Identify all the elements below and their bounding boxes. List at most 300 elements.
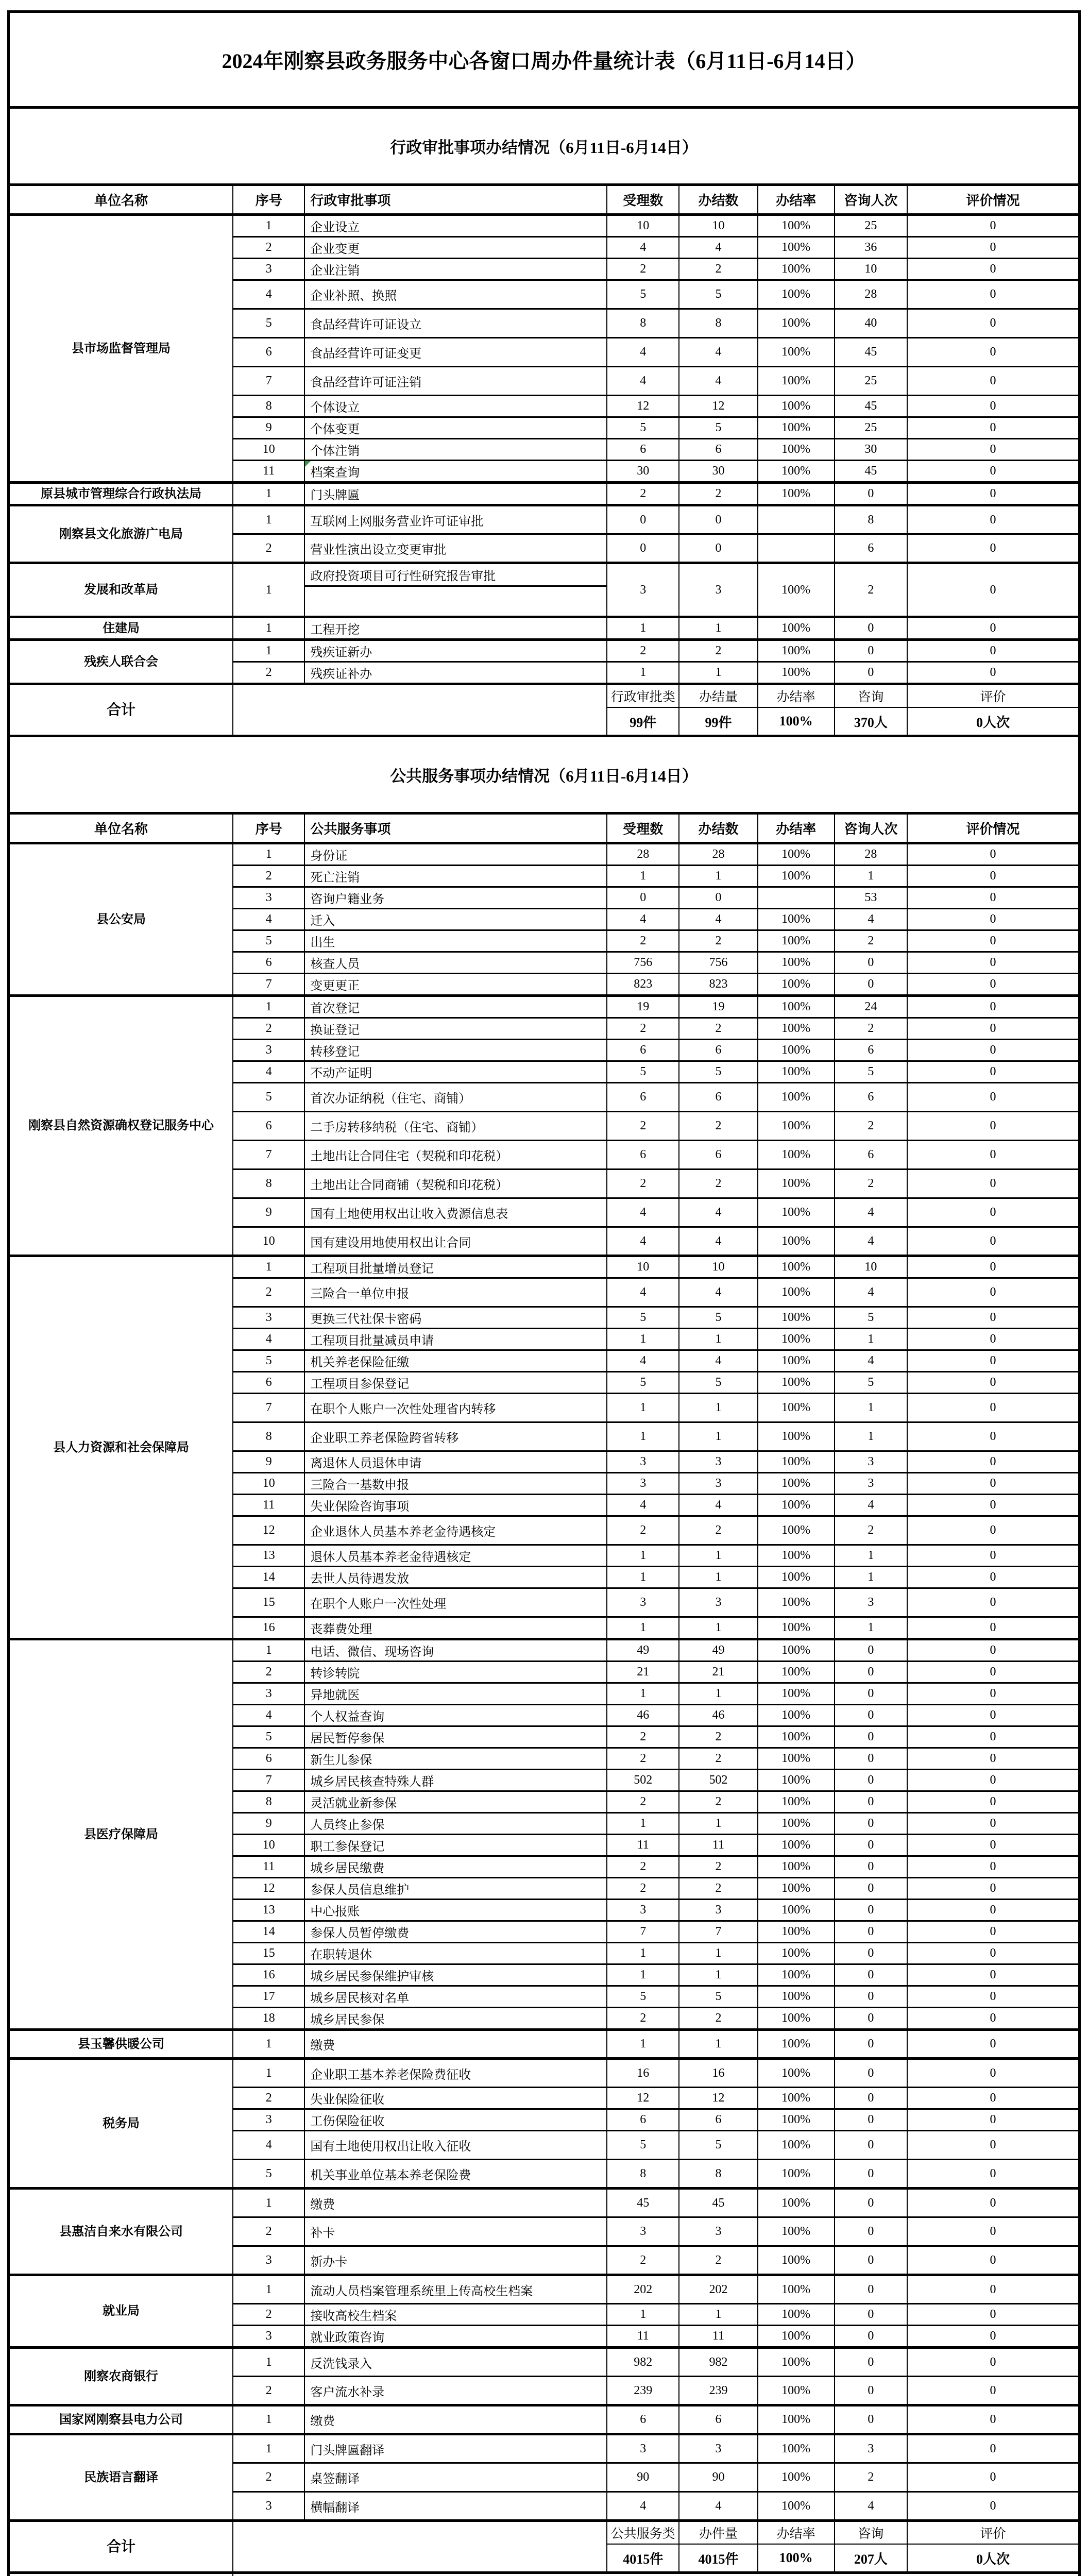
row-no: 11 bbox=[233, 461, 304, 483]
value-eval: 0 bbox=[907, 640, 1080, 662]
value-accepted: 239 bbox=[607, 2377, 679, 2405]
value-eval: 0 bbox=[907, 974, 1080, 996]
value-consult: 3 bbox=[835, 1588, 907, 1617]
row-no: 1 bbox=[233, 563, 304, 617]
item-name: 职工参保登记 bbox=[304, 1835, 607, 1856]
value-rate: 100% bbox=[758, 1307, 835, 1329]
item-name: 机关养老保险征缴 bbox=[304, 1350, 607, 1372]
item-name: 更换三代社保卡密码 bbox=[304, 1307, 607, 1329]
row-no: 13 bbox=[233, 1900, 304, 1921]
value-completed: 1 bbox=[679, 1813, 757, 1835]
value-accepted: 2 bbox=[607, 2008, 679, 2030]
grand-total-text bbox=[233, 2573, 1079, 2576]
table-row bbox=[9, 1639, 1080, 1662]
value-rate: 100% bbox=[758, 2217, 835, 2246]
row-no: 2 bbox=[233, 1278, 304, 1307]
row-no: 1 bbox=[233, 2059, 304, 2088]
item-empty-subcell bbox=[305, 587, 606, 616]
row-no: 4 bbox=[233, 280, 304, 309]
value-accepted: 2 bbox=[607, 1018, 679, 1040]
value-consult: 6 bbox=[835, 1141, 907, 1170]
value-accepted: 1 bbox=[607, 1545, 679, 1567]
value-rate: 100% bbox=[758, 1617, 835, 1639]
row-no: 7 bbox=[233, 974, 304, 996]
unit-name: 发展和改革局 bbox=[9, 563, 233, 617]
value-completed: 2 bbox=[679, 483, 757, 505]
value-rate: 100% bbox=[758, 2463, 835, 2492]
table-row bbox=[9, 640, 1080, 662]
value-consult: 4 bbox=[835, 1198, 907, 1227]
value-rate: 100% bbox=[758, 280, 835, 309]
value-accepted: 1 bbox=[607, 1943, 679, 1964]
item-name: 灵活就业新参保 bbox=[304, 1791, 607, 1813]
row-no: 14 bbox=[233, 1567, 304, 1588]
item-name: 土地出让合同住宅（契税和印花税） bbox=[304, 1141, 607, 1170]
unit-name: 县市场监督管理局 bbox=[9, 215, 233, 483]
value-consult: 2 bbox=[835, 1112, 907, 1141]
value-rate: 100% bbox=[758, 2377, 835, 2405]
row-no: 6 bbox=[233, 338, 304, 367]
value-rate: 100% bbox=[758, 1835, 835, 1856]
value-completed: 10 bbox=[679, 215, 757, 237]
item-name: 国有土地使用权出让收入征收 bbox=[304, 2131, 607, 2160]
row-no: 6 bbox=[233, 1372, 304, 1394]
item-name-top: 政府投资项目可行性研究报告审批 bbox=[305, 564, 606, 587]
value-rate: 100% bbox=[758, 563, 835, 617]
value-completed: 1 bbox=[679, 1964, 757, 1986]
item-name: 残疾证补办 bbox=[304, 662, 607, 684]
value-accepted: 5 bbox=[607, 2131, 679, 2160]
value-rate: 100% bbox=[758, 1112, 835, 1141]
row-no: 11 bbox=[233, 1495, 304, 1516]
value-eval: 0 bbox=[907, 2377, 1080, 2405]
value-eval: 0 bbox=[907, 1083, 1080, 1112]
value-accepted: 10 bbox=[607, 1256, 679, 1278]
value-rate: 100% bbox=[758, 1256, 835, 1278]
value-completed: 21 bbox=[679, 1662, 757, 1683]
row-no: 1 bbox=[233, 1639, 304, 1662]
value-consult: 10 bbox=[835, 1256, 907, 1278]
unit-name: 原县城市管理综合行政执法局 bbox=[9, 483, 233, 505]
table-row bbox=[9, 2275, 1080, 2304]
value-completed: 3 bbox=[679, 1900, 757, 1921]
column-header: 行政审批事项 bbox=[304, 185, 607, 215]
table-row bbox=[9, 563, 1080, 617]
value-completed: 5 bbox=[679, 417, 757, 439]
item-name: 工程项目参保登记 bbox=[304, 1372, 607, 1394]
value-consult: 0 bbox=[835, 2160, 907, 2189]
value-rate: 100% bbox=[758, 1856, 835, 1878]
value-accepted: 5 bbox=[607, 1372, 679, 1394]
item-name: 三险合一基数申报 bbox=[304, 1473, 607, 1495]
section-heading-row bbox=[9, 736, 1080, 814]
value-consult: 0 bbox=[835, 1662, 907, 1683]
total-column-value: 0人次 bbox=[908, 708, 1078, 735]
value-completed: 6 bbox=[679, 1040, 757, 1061]
value-consult: 4 bbox=[835, 1227, 907, 1256]
value-rate: 100% bbox=[758, 2246, 835, 2275]
item-name: 补卡 bbox=[304, 2217, 607, 2246]
value-rate: 100% bbox=[758, 1683, 835, 1705]
row-no: 10 bbox=[233, 1473, 304, 1495]
row-no: 3 bbox=[233, 1683, 304, 1705]
value-eval: 0 bbox=[907, 930, 1080, 952]
item-name: 转诊转院 bbox=[304, 1662, 607, 1683]
value-accepted: 6 bbox=[607, 2405, 679, 2434]
value-rate: 100% bbox=[758, 2109, 835, 2131]
value-accepted: 2 bbox=[607, 259, 679, 280]
value-consult: 0 bbox=[835, 2348, 907, 2377]
value-completed: 6 bbox=[679, 1141, 757, 1170]
total-column bbox=[835, 2521, 907, 2573]
item-name: 退休人员基本养老金待遇核定 bbox=[304, 1545, 607, 1567]
value-eval: 0 bbox=[907, 996, 1080, 1018]
column-header: 评价情况 bbox=[907, 814, 1080, 843]
value-consult: 0 bbox=[835, 640, 907, 662]
unit-name: 刚察农商银行 bbox=[9, 2348, 233, 2405]
value-accepted: 1 bbox=[607, 2304, 679, 2326]
row-no: 15 bbox=[233, 1943, 304, 1964]
value-rate: 100% bbox=[758, 1422, 835, 1451]
item-name: 客户流水补录 bbox=[304, 2377, 607, 2405]
value-consult: 0 bbox=[835, 2189, 907, 2217]
row-no: 2 bbox=[233, 237, 304, 259]
column-header: 受理数 bbox=[607, 814, 679, 843]
value-rate: 100% bbox=[758, 1878, 835, 1900]
value-accepted: 5 bbox=[607, 1061, 679, 1083]
value-completed: 16 bbox=[679, 2059, 757, 2088]
column-header: 单位名称 bbox=[9, 185, 233, 215]
value-rate: 100% bbox=[758, 1726, 835, 1748]
table-row bbox=[9, 2030, 1080, 2059]
item-name: 失业保险咨询事项 bbox=[304, 1495, 607, 1516]
column-header: 受理数 bbox=[607, 185, 679, 215]
item-name: 参保人员信息维护 bbox=[304, 1878, 607, 1900]
row-no: 1 bbox=[233, 1256, 304, 1278]
value-accepted: 3 bbox=[607, 2434, 679, 2463]
row-no: 17 bbox=[233, 1986, 304, 2008]
value-eval: 0 bbox=[907, 1588, 1080, 1617]
value-completed: 1 bbox=[679, 1329, 757, 1350]
total-column-value: 99件 bbox=[679, 708, 757, 735]
item-name: 在职个人账户一次性处理 bbox=[304, 1588, 607, 1617]
value-rate: 100% bbox=[758, 1748, 835, 1770]
item-name: 不动产证明 bbox=[304, 1061, 607, 1083]
value-completed: 4 bbox=[679, 909, 757, 930]
column-header: 公共服务事项 bbox=[304, 814, 607, 843]
value-accepted: 1 bbox=[607, 1394, 679, 1422]
value-consult: 0 bbox=[835, 2008, 907, 2030]
value-rate: 100% bbox=[758, 2492, 835, 2521]
item-name: 个人权益查询 bbox=[304, 1705, 607, 1726]
total-column-value: 0人次 bbox=[908, 2545, 1078, 2571]
row-no: 16 bbox=[233, 1617, 304, 1639]
value-rate: 100% bbox=[758, 843, 835, 866]
item-name: 在职个人账户一次性处理省内转移 bbox=[304, 1394, 607, 1422]
value-accepted: 0 bbox=[607, 505, 679, 534]
column-header-row bbox=[9, 185, 1080, 215]
value-rate: 100% bbox=[758, 367, 835, 396]
value-rate: 100% bbox=[758, 2405, 835, 2434]
value-eval: 0 bbox=[907, 439, 1080, 461]
value-completed: 4 bbox=[679, 1198, 757, 1227]
item-name: 首次登记 bbox=[304, 996, 607, 1018]
value-consult: 0 bbox=[835, 1900, 907, 1921]
value-accepted: 2 bbox=[607, 1516, 679, 1545]
value-rate: 100% bbox=[758, 2304, 835, 2326]
total-column-header: 办件量 bbox=[679, 2522, 757, 2545]
value-rate: 100% bbox=[758, 2059, 835, 2088]
value-accepted: 2 bbox=[607, 2246, 679, 2275]
table-title-row bbox=[9, 12, 1080, 108]
item-name: 缴费 bbox=[304, 2189, 607, 2217]
value-accepted: 4 bbox=[607, 1198, 679, 1227]
item-name: 城乡居民缴费 bbox=[304, 1856, 607, 1878]
value-consult: 28 bbox=[835, 280, 907, 309]
value-rate: 100% bbox=[758, 617, 835, 640]
table-row bbox=[9, 2348, 1080, 2377]
value-consult: 0 bbox=[835, 662, 907, 684]
value-eval: 0 bbox=[907, 1791, 1080, 1813]
total-column-header: 行政审批类 bbox=[607, 685, 678, 708]
column-header: 序号 bbox=[233, 814, 304, 843]
value-completed: 11 bbox=[679, 1835, 757, 1856]
value-rate: 100% bbox=[758, 2160, 835, 2189]
value-accepted: 2 bbox=[607, 1878, 679, 1900]
value-eval: 0 bbox=[907, 2088, 1080, 2109]
item-name: 工程开挖 bbox=[304, 617, 607, 640]
item-name: 互联网上网服务营业许可证审批 bbox=[304, 505, 607, 534]
total-column-header: 办结率 bbox=[758, 685, 834, 708]
row-no: 7 bbox=[233, 1770, 304, 1791]
value-consult: 3 bbox=[835, 1451, 907, 1473]
value-completed: 2 bbox=[679, 1791, 757, 1813]
row-no: 5 bbox=[233, 1350, 304, 1372]
value-eval: 0 bbox=[907, 483, 1080, 505]
row-no: 10 bbox=[233, 1227, 304, 1256]
value-completed: 2 bbox=[679, 1018, 757, 1040]
value-eval: 0 bbox=[907, 1705, 1080, 1726]
value-rate: 100% bbox=[758, 1141, 835, 1170]
column-header: 咨询人次 bbox=[835, 814, 907, 843]
value-rate: 100% bbox=[758, 1451, 835, 1473]
value-accepted: 2 bbox=[607, 1856, 679, 1878]
value-consult: 0 bbox=[835, 1856, 907, 1878]
value-eval: 0 bbox=[907, 952, 1080, 974]
value-accepted: 4 bbox=[607, 237, 679, 259]
value-rate bbox=[758, 505, 835, 534]
item-name: 参保人员暂停缴费 bbox=[304, 1921, 607, 1943]
total-column-header: 评价 bbox=[908, 685, 1078, 708]
value-rate: 100% bbox=[758, 952, 835, 974]
table-row bbox=[9, 483, 1080, 505]
table-row bbox=[9, 996, 1080, 1018]
value-rate: 100% bbox=[758, 461, 835, 483]
value-completed: 3 bbox=[679, 1451, 757, 1473]
value-rate: 100% bbox=[758, 1567, 835, 1588]
value-consult: 0 bbox=[835, 2377, 907, 2405]
value-rate: 100% bbox=[758, 866, 835, 887]
value-completed: 5 bbox=[679, 1307, 757, 1329]
total-column-value: 4015件 bbox=[607, 2545, 678, 2571]
value-consult: 2 bbox=[835, 2463, 907, 2492]
value-accepted: 202 bbox=[607, 2275, 679, 2304]
value-rate bbox=[758, 534, 835, 563]
row-no: 9 bbox=[233, 1451, 304, 1473]
value-consult: 0 bbox=[835, 2131, 907, 2160]
value-consult: 45 bbox=[835, 396, 907, 417]
row-no: 5 bbox=[233, 1083, 304, 1112]
unit-name: 就业局 bbox=[9, 2275, 233, 2348]
value-consult: 0 bbox=[835, 1878, 907, 1900]
table-row bbox=[9, 843, 1080, 866]
item-name: 咨询户籍业务 bbox=[304, 887, 607, 909]
item-name: 身份证 bbox=[304, 843, 607, 866]
value-consult: 2 bbox=[835, 1170, 907, 1198]
value-consult: 0 bbox=[835, 2088, 907, 2109]
item-name: 人员终止参保 bbox=[304, 1813, 607, 1835]
value-consult: 0 bbox=[835, 1835, 907, 1856]
value-accepted: 1 bbox=[607, 1329, 679, 1350]
value-rate: 100% bbox=[758, 309, 835, 338]
value-accepted: 5 bbox=[607, 417, 679, 439]
row-no: 1 bbox=[233, 2405, 304, 2434]
value-accepted: 2 bbox=[607, 1170, 679, 1198]
value-accepted: 1 bbox=[607, 662, 679, 684]
value-eval: 0 bbox=[907, 866, 1080, 887]
section-heading: 行政审批事项办结情况（6月11日-6月14日） bbox=[9, 108, 1080, 185]
value-completed: 239 bbox=[679, 2377, 757, 2405]
value-completed: 5 bbox=[679, 1061, 757, 1083]
value-eval: 0 bbox=[907, 2131, 1080, 2160]
value-accepted: 8 bbox=[607, 2160, 679, 2189]
total-column-header: 公共服务类 bbox=[607, 2522, 678, 2545]
value-accepted: 3 bbox=[607, 1451, 679, 1473]
item-name: 企业注销 bbox=[304, 259, 607, 280]
value-eval: 0 bbox=[907, 1683, 1080, 1705]
value-completed: 1 bbox=[679, 1943, 757, 1964]
row-no: 4 bbox=[233, 1061, 304, 1083]
item-name: 中心报账 bbox=[304, 1900, 607, 1921]
table-row bbox=[9, 2434, 1080, 2463]
value-consult: 45 bbox=[835, 461, 907, 483]
value-eval: 0 bbox=[907, 2189, 1080, 2217]
value-eval: 0 bbox=[907, 909, 1080, 930]
value-accepted: 2 bbox=[607, 640, 679, 662]
value-accepted: 12 bbox=[607, 2088, 679, 2109]
section-total-row bbox=[9, 684, 1080, 736]
row-no: 10 bbox=[233, 1835, 304, 1856]
section-total-row bbox=[9, 2521, 1080, 2573]
row-no: 11 bbox=[233, 1856, 304, 1878]
value-eval: 0 bbox=[907, 534, 1080, 563]
total-column-value: 99件 bbox=[607, 708, 678, 735]
value-accepted: 823 bbox=[607, 974, 679, 996]
item-name: 企业职工养老保险跨省转移 bbox=[304, 1422, 607, 1451]
value-eval: 0 bbox=[907, 1473, 1080, 1495]
item-name: 机关事业单位基本养老保险费 bbox=[304, 2160, 607, 2189]
item-name: 转移登记 bbox=[304, 1040, 607, 1061]
value-eval: 0 bbox=[907, 1372, 1080, 1394]
row-no: 6 bbox=[233, 952, 304, 974]
row-no: 14 bbox=[233, 1921, 304, 1943]
value-rate: 100% bbox=[758, 1329, 835, 1350]
value-completed: 46 bbox=[679, 1705, 757, 1726]
value-eval: 0 bbox=[907, 1422, 1080, 1451]
item-name bbox=[304, 563, 607, 617]
value-eval: 0 bbox=[907, 2160, 1080, 2189]
value-accepted: 10 bbox=[607, 215, 679, 237]
item-name: 缴费 bbox=[304, 2030, 607, 2059]
unit-name: 县公安局 bbox=[9, 843, 233, 996]
value-rate: 100% bbox=[758, 1964, 835, 1986]
value-consult: 30 bbox=[835, 439, 907, 461]
table-row bbox=[9, 2189, 1080, 2217]
item-name: 企业补照、换照 bbox=[304, 280, 607, 309]
row-no: 2 bbox=[233, 2088, 304, 2109]
total-label: 合计 bbox=[9, 2521, 233, 2573]
value-rate: 100% bbox=[758, 2008, 835, 2030]
total-column bbox=[835, 684, 907, 736]
row-no: 2 bbox=[233, 662, 304, 684]
value-accepted: 6 bbox=[607, 1040, 679, 1061]
grand-total-row bbox=[9, 2573, 1080, 2576]
stats-table bbox=[7, 10, 1081, 2576]
value-consult: 24 bbox=[835, 996, 907, 1018]
value-accepted: 5 bbox=[607, 1986, 679, 2008]
value-completed: 4 bbox=[679, 1495, 757, 1516]
item-name: 核查人员 bbox=[304, 952, 607, 974]
total-column bbox=[907, 2521, 1080, 2573]
value-rate: 100% bbox=[758, 662, 835, 684]
row-no: 8 bbox=[233, 1791, 304, 1813]
value-completed: 6 bbox=[679, 439, 757, 461]
value-eval: 0 bbox=[907, 1061, 1080, 1083]
value-consult: 0 bbox=[835, 2109, 907, 2131]
value-consult: 0 bbox=[835, 1705, 907, 1726]
value-completed: 2 bbox=[679, 1726, 757, 1748]
row-no: 2 bbox=[233, 866, 304, 887]
value-eval: 0 bbox=[907, 1451, 1080, 1473]
value-completed: 1 bbox=[679, 617, 757, 640]
row-no: 4 bbox=[233, 909, 304, 930]
value-eval: 0 bbox=[907, 259, 1080, 280]
row-no: 15 bbox=[233, 1588, 304, 1617]
value-consult: 6 bbox=[835, 534, 907, 563]
value-eval: 0 bbox=[907, 1567, 1080, 1588]
value-eval: 0 bbox=[907, 505, 1080, 534]
row-no: 3 bbox=[233, 2109, 304, 2131]
value-rate: 100% bbox=[758, 237, 835, 259]
value-accepted: 1 bbox=[607, 2030, 679, 2059]
row-no: 2 bbox=[233, 2304, 304, 2326]
page-title: 2024年刚察县政务服务中心各窗口周办件量统计表（6月11日-6月14日） bbox=[9, 12, 1080, 108]
value-consult: 0 bbox=[835, 1748, 907, 1770]
row-no: 4 bbox=[233, 2131, 304, 2160]
total-label: 合计 bbox=[9, 684, 233, 736]
row-no: 1 bbox=[233, 2275, 304, 2304]
value-completed: 5 bbox=[679, 280, 757, 309]
table-row bbox=[9, 617, 1080, 640]
value-eval: 0 bbox=[907, 396, 1080, 417]
value-completed: 6 bbox=[679, 2405, 757, 2434]
value-completed: 4 bbox=[679, 367, 757, 396]
value-eval: 0 bbox=[907, 2246, 1080, 2275]
value-accepted: 4 bbox=[607, 367, 679, 396]
value-consult: 4 bbox=[835, 1350, 907, 1372]
value-completed: 202 bbox=[679, 2275, 757, 2304]
value-eval: 0 bbox=[907, 1256, 1080, 1278]
